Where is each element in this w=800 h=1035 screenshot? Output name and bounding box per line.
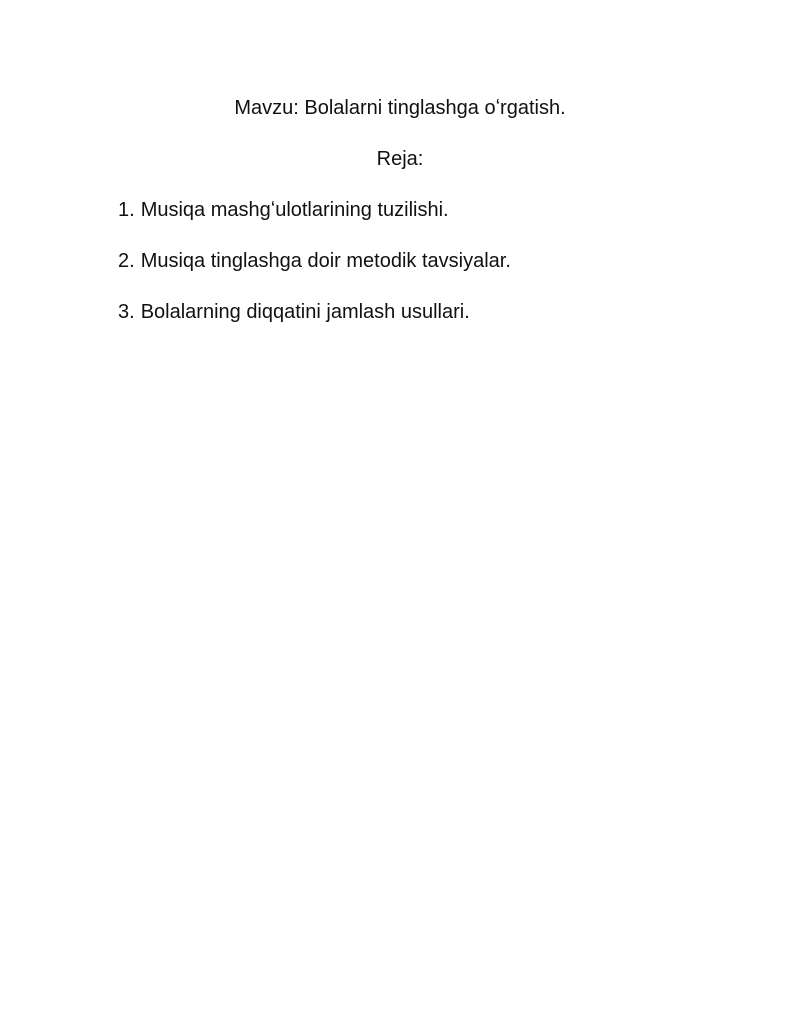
plan-list xyxy=(118,196,511,349)
plan-item xyxy=(118,196,511,224)
plan-item-number: 1. xyxy=(118,199,135,221)
plan-item-text: Bolalarning diqqatini jamlash usullari. xyxy=(140,301,470,323)
plan-item-number: 2. xyxy=(118,250,135,272)
plan-item xyxy=(118,298,511,326)
plan-item-text: Musiqa mashgʻulotlarining tuzilishi. xyxy=(140,199,449,221)
plan-heading: Reja: xyxy=(376,148,424,170)
document-title: Mavzu: Bolalarni tinglashga oʻrgatish. xyxy=(234,97,566,119)
plan-item-text: Musiqa tinglashga doir metodik tavsiyalar. xyxy=(140,250,511,272)
plan-item xyxy=(118,247,511,275)
plan-item-number: 3. xyxy=(118,301,135,323)
